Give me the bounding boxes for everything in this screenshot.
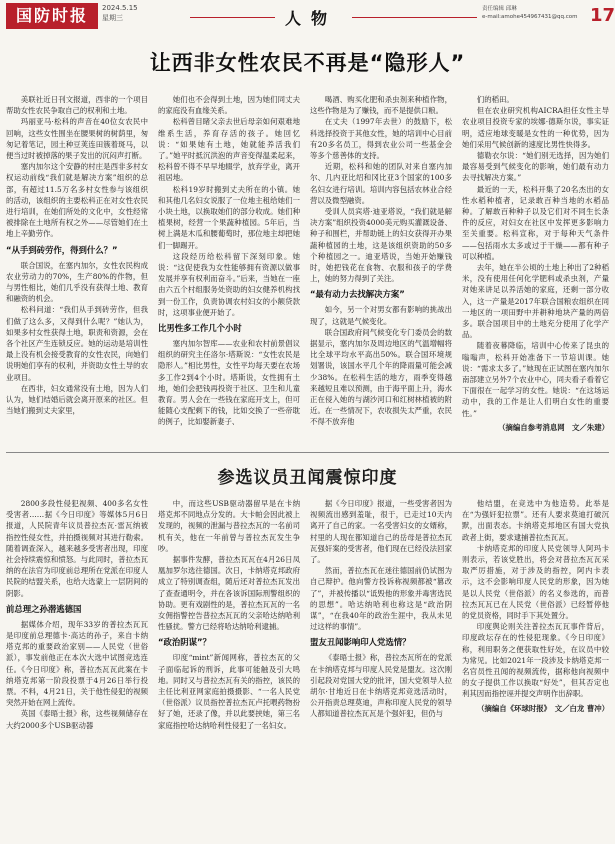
- paragraph: 受训人员宾塔·迪亚塔说，“我们就是解决方案”组织投资4000美元购买灌溉设备、种子和围栏，并帮助链上的妇女获得开办果蔬种植园的土地，这是该组织资助的50多个种植园之一。迪亚塔说，当她开始赚钱时，她把钱花在食物、衣服和孩子的学费上，她的努力得到了关注。: [310, 207, 452, 284]
- paragraph: 中，而这些USB驱动器留早是在卡纳塔克邦不同地点分发的。大卡帕会因此被上发现的，视频的泄漏与普拉杰瓦的一名前司机有关，他在一年前曾与普拉杰瓦发生争吵。: [158, 499, 300, 553]
- paragraph: 印度舆论则关注普拉杰瓦瓦事件背后，印度政坛存在的性侵犯现象。《今日印度》称，利用职务之便获取性好处，在议员中较为常见。比如2021年一段涉及卡纳塔克邦一名官员性丑闻的视频流传，据称他向视频中的女子提供工作以换取“好处”，但其否定也利其因而指控诬并提交声明作出辞职。: [462, 622, 609, 699]
- article2-column-2: [158, 498, 300, 840]
- paragraph: 英国《泰晤士报》称，这些视频储存在大约2000多个USB驱动器: [6, 709, 148, 730]
- paragraph: 据《今日印度》报道，一些受害者因为视频流出感到羞耻，很于，已走过10天内离开了自己的家。一名受害妇女的女婿称，村里的人现在都知道自己的岳母是普拉杰瓦瓦强奸案的受害者，他们现在已经没法回家了。: [310, 499, 452, 565]
- newspaper-logo: 国防时报: [6, 3, 98, 29]
- paragraph: 德勒衣尔说：“她们别无选择，因为她们最容易受到气候变化的影响，她们最有动力去寻找解决方案。”: [462, 151, 609, 183]
- subheading: 前总理之孙潜逃德国: [6, 603, 82, 614]
- paragraph: 松科问道：“我们从手到砖劳作，但我们做了这么多，又得到什么呢？”她认为，如果多村女性获得土地，职责和资源，会在各个社区产生连锁反应。她的运动是培训性最上没有机会接受教育的女性农民，向她们说明她们享有的权利，并资助女性土导的农业项目。: [6, 305, 148, 382]
- article1-headline: 让西非女性农民不再是“隐形人”: [149, 51, 466, 75]
- article2-column-1: [6, 498, 148, 840]
- subheading: “政治阴谋”？: [158, 637, 211, 648]
- article2-headline: 参选议员丑闻震惊印度: [217, 468, 398, 488]
- paragraph: 在丈夫（1997年去世）的鼓励下，松科选择投资于其他女性，她的培训中心目前有20多名员工，得到农业公司一些基金会等多个慈善体的支持。: [310, 117, 452, 161]
- paragraph: 松科19岁时搬到丈夫所在的小镇。她和其他几名妇女说服了一位地主租给她们一小块土地，以换取她们的部分收成。她们种植果树，经营一个果蔬种植园。5年后，当树上满是木瓜和腰葡萄时，那位地主却把她们一脚踢开。: [158, 184, 300, 250]
- editor-name: 责任编辑 邱琳: [482, 6, 517, 12]
- article1-column-4: [462, 94, 609, 446]
- article1-column-2: [158, 94, 300, 446]
- paragraph: 玛丽亚马·松科的声音在40位女农民中回响，这些女性围坐在腰果树的树荫里，匆匆记着笔记，园土种豆荚连田簇着斑马，以便当过时被掉落的果子发出的沉闷声打断。: [6, 117, 148, 161]
- article2-byline: （摘编自《环球时报》 文／白龙 曹冲）: [477, 703, 609, 713]
- paragraph: 联合国政府间气候变化专门委员会的数据显示，塞内加尔及周边地区的气温增幅将比全球平均水平高出50%。联合国环境规划署说，该国水平几个年的降雨量可能会减少38%。在松科生活的地方，雨季变得越来越短且难以预测，由于海平面上升，海水正在侵入她的与湖沙河口和红树林植被的附近。在一些情况下，农收损失太严重，农民不得不放弃他: [310, 327, 452, 427]
- article2-column-3: [310, 498, 452, 840]
- article1-byline: （摘编自参考消息网 文／朱建）: [498, 422, 609, 432]
- paragraph: 去年，她在半公顷的土地上种出了2种稻米，没有使用任何化学肥料或杀虫剂，产量对她来讲足以养活她的家庭，还剩一部分收入，这一产量是2017年联合国粮农组织在同一地区的一项田野中并耕种地块产量的两倍多。联合国项目中的土地充分使用了化学产品。: [462, 263, 609, 340]
- paragraph: 喝酒、购买化肥和杀虫剂来种植作物，这些作物是为了赚钱，而不是提供口粮。: [310, 95, 452, 116]
- subheading: “最有动力去找解决方案”: [310, 289, 405, 300]
- editor-email: e-mail:amohe454967431@qq.com: [482, 14, 578, 20]
- section-rule-left: [190, 17, 275, 18]
- section-title: 人物: [285, 9, 338, 28]
- subheading: 比男性多工作几个小时: [158, 323, 242, 334]
- paragraph: 在西非，妇女通常没有土地，因为人们认为，她们结婚后就会离开原来的社区。但当她们搬到丈夫家里，: [6, 383, 148, 416]
- paragraph: 这段经历给松科留下深刻印象。她说：“这促使我为女性能够拥有资源以做事发展并享有权利而奋斗。”后来，当她在一座由六五个村组服务处资助的妇女健养机构找到一份工作，负责协调农村妇女的小额贷款时，这项事业便开始了。: [158, 251, 300, 317]
- subheading: 盟友丑闻影响印人党选情？: [310, 637, 411, 648]
- paragraph: 联合国说，在塞内加尔，女性农民构成农业劳动力的70%，生产80%的作物，但与男性相比，她们几乎没有获得土地、教育和融资的机会。: [6, 260, 148, 304]
- editor-contact: [482, 5, 577, 21]
- paragraph: 松科曾目睹父亲去世后母亲如何艰难地维系生活，养育存活的孩子。她回忆说：“如果她有土地，她就能养活我们了。”她平时抵沉洪泡的声音变得温柔起来，松科曾不得不早早地辍学，放弃学业，离开祖居地。: [158, 117, 300, 183]
- paragraph: 美联社近日刊文报道，西非的一个项目帮助女性农民争取自己的权利和土地。: [6, 95, 148, 116]
- issue-meta: [102, 3, 138, 23]
- page-number: 17: [590, 5, 615, 26]
- article-divider: [6, 452, 609, 453]
- paragraph: 塞内加尔这个安静的村庄是西非多村女权运动前线“我们就是解决方案”组织的总部，有超过11.5万名多村女性参与该组织的活动，该组织的主要松科正在对女性农民进行培训，在她们所处的文化中，女性经常被排除在土地所有权之外——尽管她们在土地上辛勤劳作。: [6, 162, 148, 239]
- paragraph: 印度“mint”新闻网称，普拉杰瓦的父子面临起诉的刑诉，此事可能触及引大鸣地。同时又与普拉杰瓦有关的指控，该民的主任比利亚网家庭拍摄摄影、“一名人民党（世俗派）议员指控普拉杰瓦卢托喂药物扮好了她，还录了像，并以此要挟她，第三名家庭指控哈达纳哈利性侵犯了一名妇女。: [158, 653, 300, 730]
- paragraph: 们的稻田。: [476, 95, 514, 104]
- paragraph: 卡纳塔克邦的印度人民党领导人阿玛卡则表示，若该党胜出，将会对普拉杰瓦瓦采取严厉措施，对于涉及的指控，阿内卡表示，这不会影响印度人民党的形象，因为她是以人民党（世俗派）的名义参选的，而普拉杰瓦瓦已在人民党（世俗派）已经暂停他的党员资格，同时手下其处置分。: [462, 543, 609, 621]
- paragraph: 如今，另一个对男女都有影响的挑战出现了，这就是气候变化。: [310, 305, 452, 326]
- paragraph: 他结盟，在竞选中为他造势。此举是在“为强奸犯拉票”。还有人要求莫迪打破沉默，出面表态。卡纳塔克邦地区有国大党执政者上街，要求逮捕普拉杰瓦瓦。: [462, 499, 609, 542]
- paragraph: 然而，普拉杰瓦在迷往德国前仍试图为自己辩护。他向警方投诉称视频都被“篡改了”，并被传播以“诋毁他的形象并毒害选民的思想”。哈达纳哈利也称这是“政治阴谋”，“在我40年的政治生涯中，我从未见过这样的事情”。: [310, 566, 452, 632]
- article1-column-3: [310, 94, 452, 446]
- issue-weekday: 星期三: [102, 14, 123, 22]
- paragraph: 最近的一天，松科开集了20名杰出的女性水稻种植者，记录敢百种当地的水稻品种。了解敢百种种子以及它们对不同生长条件的反应，对妇女在社区中发挥更多影响力至关重要。松科宣称，对于每种天气条件——包括雨水太多或过于干燥——都有种子可以种植。: [462, 184, 609, 261]
- article2-column-4: [462, 498, 609, 840]
- paragraph: 2800多段性侵犯视频、400多名女性受害者……据《今日印度》等媒体5月6日报道，人民院青年议员普拉杰瓦·雷瓦纳被指控性侵女性，并拍摄视频对其进行勒索。随着调查深入，越来越多受害者出现，印度社会持续震惊和愤怒。与此同时，普拉杰瓦纳的在法官为印度前总理所在党派在印度人民院的结盟关系，也给大选蒙上一层阴间的阴影。: [6, 499, 148, 598]
- paragraph: 塞内加尔智库——农业和农村前景倡议组织的研究主任洛尔·塔斯说：“女性农民是隐形人。”相比男性，女性平均每天要在农场多工作2到4个小时。塔斯说，女性拥有土地，她们会把钱再投资于社区、卫生和儿童教育。男人会在一些钱在家庭开支上，但可能随心支配剩下的钱，比如交换了一些帝耽的例子，比如娶新妻子、: [158, 339, 300, 427]
- subheading: “从手到砖劳作，得到什么？”: [6, 244, 118, 255]
- paragraph: 《泰晤士报》称，普拉杰瓦所在的党派在卡纳塔克邦与印度人民党是盟友。这次刚引起段对党国大党的批评，国大党领导人拉胡尔·甘地近日在卡纳塔克邦竞选活动时，公开指责总理莫迪，声称印度人民党的领导人都知道普拉杰瓦瓦是个强奸犯，但仍与: [310, 653, 452, 719]
- paragraph: 据事件发酵，普拉杰瓦瓦在4月26日凤凰加罗尔选往德国。次日，卡纳塔克邦政府成立了特别调查组，随后还对普拉杰瓦发出了查查通明令，并在各该诉国际刑警组织的协助。更有戏剧性的是，普拉杰瓦瓦的一名女佣指警控告普拉杰瓦瓦的父亲哈达纳哈利性骚扰。警方已经将哈达纳哈利逮捕。: [158, 555, 300, 632]
- issue-date: 2024.5.15: [102, 4, 138, 12]
- paragraph: 随着夜幕降临，培训中心传来了昆虫的嗡嗡声，松科开始准备下一节培训课。她说：“需求太多了。”她现在正试图在塞内加尔南部建立另外7个农业中心，同夫看子看着它下面很在一起学习的女性。她说：“在这场运动中，我的工作是让人们明白女性的重要性。”: [462, 341, 609, 418]
- paragraph: 据媒体介绍，现年33岁的普拉杰瓦瓦是印度前总理德卡·高达的孙子，来自卡纳塔克邦的重要政治家别——人民党（世俗派），事发前他正在本次大选中试图竞选连任。《今日印度》称，普拉杰瓦瓦此案在卡纳塔克邦第一阶段投票于4月26日举行投票。不料，4月21日，关于他性侵犯的视频突然开始在网上流传。: [6, 619, 148, 708]
- paragraph: 她们也不会得到土地，因为她们同丈夫的家庭没有血缘关系。: [158, 95, 300, 116]
- paragraph: 但在农业研究机构AICRA担任女性主导农业项目投资专家的埃娜·德斯尔说，事实证明，适应地球变暖是女性的一种优势，因为她们采用气候创新的速度比男性快得多。: [462, 106, 609, 149]
- article1-column-1: [6, 94, 148, 446]
- section-rule-right: [352, 17, 477, 18]
- paragraph: 近期，松科和她的团队对来自塞内加尔、几内亚比绍和冈比亚3个国家的100多名妇女进行培训。培训内容包括农林业合经营以及微型融资。: [310, 162, 452, 205]
